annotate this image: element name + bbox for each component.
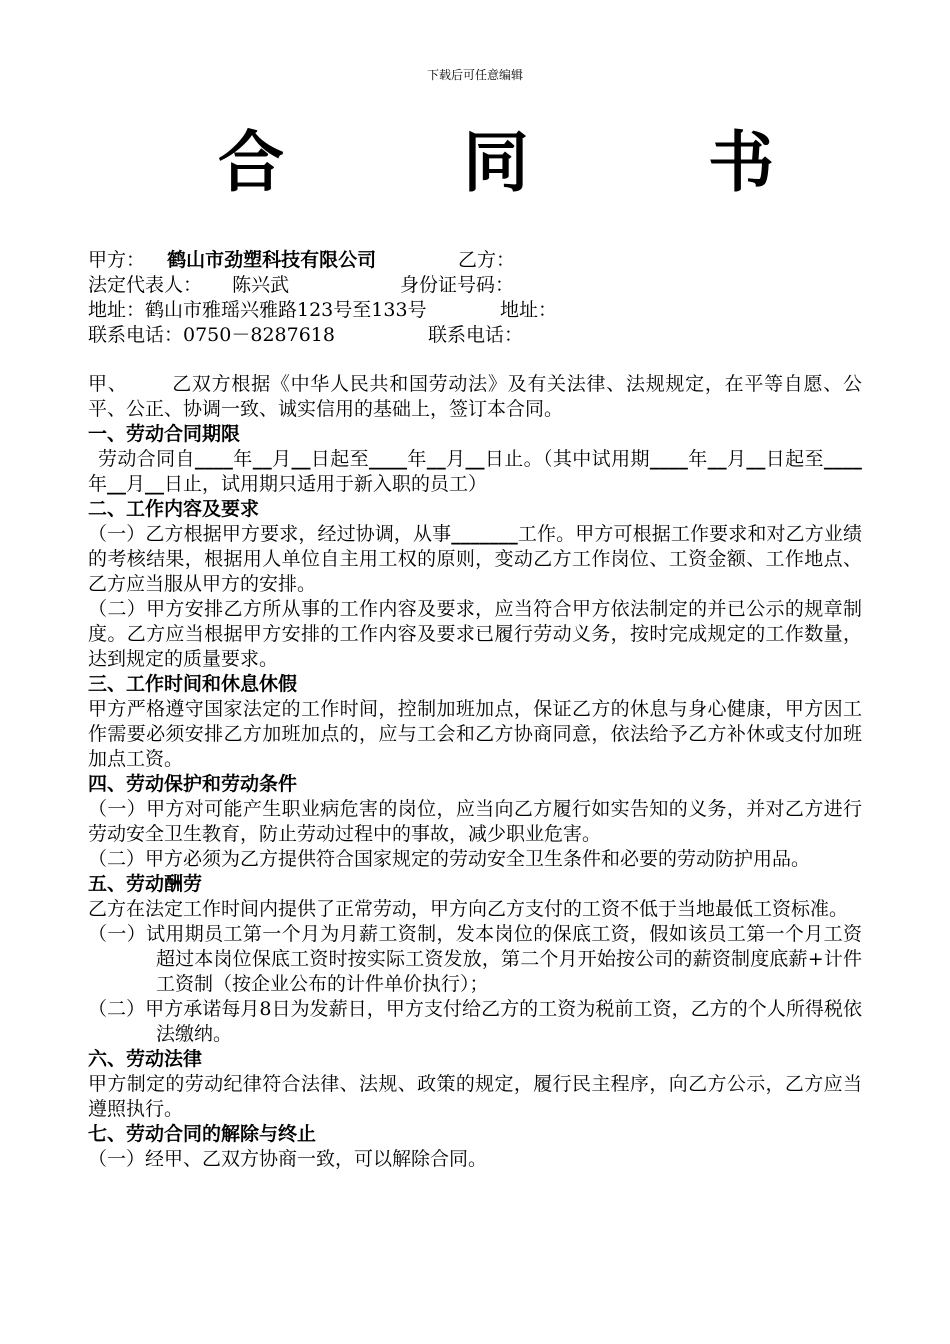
section-7-item-1: （一）经甲、乙双方协商一致，可以解除合同。 bbox=[88, 1148, 488, 1170]
party-a-label: 甲方： bbox=[88, 249, 146, 271]
section-5-heading: 五、劳动酬劳 bbox=[88, 873, 203, 895]
day-to-trial: 日止，试用期只适用于新入职的员工） bbox=[164, 473, 488, 495]
blank-start-year: ____ bbox=[194, 448, 233, 470]
party-line-1 bbox=[88, 248, 516, 273]
blank-trial-end-month: __ bbox=[107, 473, 127, 495]
term-lead: 劳动合同自 bbox=[98, 448, 195, 470]
section-3-heading: 三、工作时间和休息休假 bbox=[88, 673, 298, 695]
section-5-text: 乙方在法定工作时间内提供了正常劳动，甲方向乙方支付的工资不低于当地最低工资标准。 bbox=[88, 898, 849, 920]
intro-text: 乙双方根据《中华人民共和国劳动法》及有关法律、法规规定，在平等自愿、公平、公正、协调一致、诚实信用的基础上，签订本合同。 bbox=[88, 373, 862, 420]
blank-start-month: __ bbox=[252, 448, 272, 470]
contract-body bbox=[88, 372, 862, 1172]
blank-trial-end-year: ____ bbox=[823, 448, 862, 470]
party-b-label: 乙方： bbox=[458, 249, 516, 271]
section-1-heading: 一、劳动合同期限 bbox=[88, 423, 241, 445]
section-4-item-2: （二）甲方必须为乙方提供符合国家规定的劳动安全卫生条件和必要的劳动防护用品。 bbox=[88, 848, 811, 870]
section-2-item-1 bbox=[88, 522, 862, 597]
party-a-address: 地址：鹤山市雅瑶兴雅路123号至133号 bbox=[88, 299, 427, 321]
day-to: 日止。（其中试用期 bbox=[484, 448, 650, 470]
blank-trial-start-year: ____ bbox=[649, 448, 688, 470]
party-a-name: 鹤山市劲塑科技有限公司 bbox=[167, 249, 377, 271]
month-unit: 月 bbox=[726, 448, 747, 470]
section-4-heading: 四、劳动保护和劳动条件 bbox=[88, 773, 298, 795]
section-2-item-2: （二）甲方安排乙方所从事的工作内容及要求，应当符合甲方依法制定的并已公示的规章制度。乙方应当根据甲方安排的工作内容及要求已履行劳动义务，按时完成规定的工作数量，达到规定的质量要求。 bbox=[88, 598, 862, 670]
blank-start-day: __ bbox=[291, 448, 311, 470]
month-unit: 月 bbox=[126, 473, 146, 495]
item-text: 工作。甲方可根据工作要求和对乙方业绩的考核结果，根据用人单位自主用工权的原则，变动乙方工作岗位、工资金额、工作地点、乙方应当服从甲方的安排。 bbox=[88, 523, 862, 595]
blank-trial-start-day: __ bbox=[746, 448, 766, 470]
day-from: 日起至 bbox=[765, 448, 824, 470]
year-unit: 年 bbox=[406, 448, 427, 470]
document-title: 合 同 书 bbox=[218, 123, 852, 201]
month-unit: 月 bbox=[445, 448, 466, 470]
month-unit: 月 bbox=[271, 448, 292, 470]
section-5-item-2: （二）甲方承诺每月8日为发薪日，甲方支付给乙方的工资为税前工资，乙方的个人所得税依法缴纳。 bbox=[88, 998, 862, 1045]
section-2-heading: 二、工作内容及要求 bbox=[88, 498, 260, 520]
section-7-heading: 七、劳动合同的解除与终止 bbox=[88, 1123, 317, 1145]
party-b-address-label: 地址： bbox=[500, 299, 558, 321]
blank-end-day: __ bbox=[465, 448, 485, 470]
section-3-text: 甲方严格遵守国家法定的工作时间，控制加班加点，保证乙方的休息与身心健康，甲方因工作需要必须安排乙方加班加点的，应与工会和乙方协商同意，依法给予乙方补休或支付加班加点工资。 bbox=[88, 698, 862, 770]
section-6-text: 甲方制定的劳动纪律符合法律、法规、政策的规定，履行民主程序，向乙方公示，乙方应当遵照执行。 bbox=[88, 1073, 862, 1120]
party-b-phone-label: 联系电话： bbox=[428, 324, 524, 346]
item-text: （一）乙方根据甲方要求，经过协调，从事 bbox=[88, 523, 452, 545]
section-1-text bbox=[88, 447, 862, 497]
party-line-3 bbox=[88, 298, 558, 323]
blank-end-month: __ bbox=[426, 448, 446, 470]
year-unit: 年 bbox=[88, 473, 108, 495]
legal-rep-name: 陈兴武 bbox=[232, 274, 290, 296]
section-6-heading: 六、劳动法律 bbox=[88, 1048, 203, 1070]
section-4-item-1: （一）甲方对可能产生职业病危害的岗位，应当向乙方履行如实告知的义务，并对乙方进行劳动安全卫生教育，防止劳动过程中的事故，减少职业危害。 bbox=[88, 798, 862, 845]
party-line-2 bbox=[88, 273, 515, 298]
year-unit: 年 bbox=[687, 448, 708, 470]
blank-trial-start-month: __ bbox=[707, 448, 727, 470]
header-note: 下载后可任意编辑 bbox=[426, 68, 523, 82]
blank-trial-end-day: __ bbox=[145, 473, 165, 495]
blank-end-year: ____ bbox=[368, 448, 407, 470]
intro-paragraph bbox=[88, 372, 862, 422]
section-5-item-1: （一）试用期员工第一个月为月薪工资制，发本岗位的保底工资，假如该员工第一个月工资超过本岗位保底工资时按实际工资发放，第二个月开始按公司的薪资制度底薪+计件工资制（按企业公布的计件单价执行）； bbox=[88, 923, 862, 995]
day-from: 日起至 bbox=[310, 448, 369, 470]
legal-rep-label: 法定代表人： bbox=[88, 274, 203, 296]
blank-job: _______ bbox=[451, 523, 518, 545]
id-number-label: 身份证号码： bbox=[400, 274, 515, 296]
party-line-4 bbox=[88, 323, 524, 348]
year-unit: 年 bbox=[232, 448, 253, 470]
intro-lead: 甲、 bbox=[88, 373, 128, 395]
party-a-phone: 联系电话：0750－8287618 bbox=[88, 324, 335, 346]
